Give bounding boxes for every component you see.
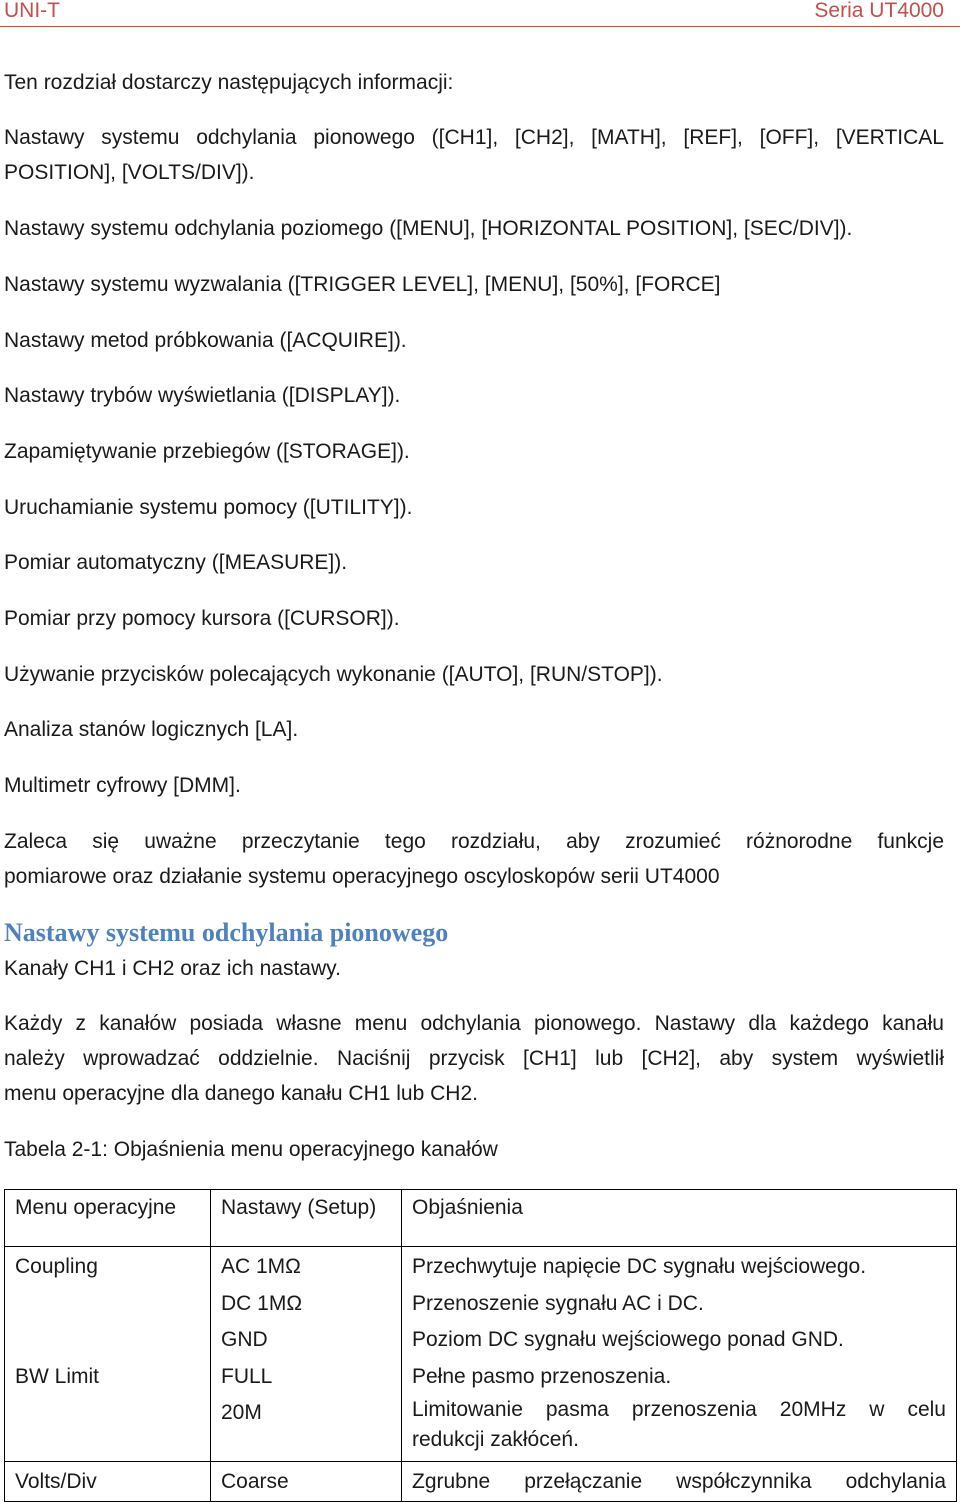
bw-menu-cell [5, 1359, 211, 1462]
volts-note: Zgrubne przełączanie współczynnika odchylania [412, 1470, 946, 1493]
volts-menu-cell [5, 1462, 211, 1502]
page-header [0, 0, 960, 27]
header-notes: Objaśnienia [402, 1190, 957, 1247]
bw-setup-cell [211, 1359, 402, 1462]
list-item-acquire: Nastawy metod próbkowania ([ACQUIRE]). [4, 329, 407, 352]
table-row-bw-limit [5, 1359, 957, 1462]
table-row-volts-div [5, 1462, 957, 1502]
table-caption: Tabela 2-1: Objaśnienia menu operacyjnego kanałów [4, 1138, 498, 1161]
list-item-cursor: Pomiar przy pomocy kursora ([CURSOR]). [4, 607, 400, 630]
bw-note-full: Pełne pasmo przenoszenia. [412, 1364, 672, 1388]
coupling-setup-ac: AC 1MΩ [221, 1255, 301, 1278]
coupling-setup-cell [211, 1247, 402, 1359]
volts-setup: Coarse [221, 1470, 289, 1493]
recommend-text: Zaleca się uważne przeczytanie tego rozdziału, aby zrozumieć różnorodne funkcje [4, 830, 944, 853]
coupling-note-dc: Przenoszenie sygnału AC i DC. [412, 1291, 704, 1315]
list-item-la: Analiza stanów logicznych [LA]. [4, 718, 299, 741]
list-item-measure: Pomiar automatyczny ([MEASURE]). [4, 551, 348, 574]
bw-note-20m-cont: redukcji zakłóceń. [412, 1428, 579, 1451]
channels-paragraph-line3: menu operacyjne dla danego kanału CH1 lub CH2. [4, 1082, 478, 1105]
table-row-coupling [5, 1247, 957, 1359]
bw-menu: BW Limit [15, 1364, 99, 1388]
list-item-trigger: Nastawy systemu wyzwalania ([TRIGGER LEVEL], [MENU], [50%], [FORCE] [4, 273, 721, 296]
list-item-dmm: Multimetr cyfrowy [DMM]. [4, 774, 241, 797]
header-menu: Menu operacyjne [5, 1190, 211, 1247]
bw-notes-cell [402, 1359, 957, 1462]
list-item-vertical: Nastawy systemu odchylania pionowego ([CH1], [CH2], [MATH], [REF], [OFF], [VERTICAL [4, 126, 944, 149]
coupling-note-gnd: Poziom DC sygnału wejściowego ponad GND. [412, 1328, 844, 1351]
list-item-utility: Uruchamianie systemu pomocy ([UTILITY]). [4, 496, 413, 519]
bw-setup-20m: 20M [221, 1401, 262, 1424]
recommend-text-cont: pomiarowe oraz działanie systemu operacyjnego oscyloskopów serii UT4000 [4, 865, 720, 888]
header-setup: Nastawy (Setup) [211, 1190, 402, 1247]
coupling-setup-gnd: GND [221, 1328, 268, 1351]
coupling-notes-cell [402, 1247, 957, 1359]
series-label: Seria UT4000 [814, 0, 944, 22]
coupling-menu-cell [5, 1247, 211, 1359]
volts-setup-cell [211, 1462, 402, 1502]
list-item-auto: Używanie przycisków polecających wykonanie ([AUTO], [RUN/STOP]). [4, 663, 663, 686]
table-header-row [5, 1190, 957, 1247]
intro-text: Ten rozdział dostarczy następujących informacji: [4, 71, 454, 94]
channels-text: Kanały CH1 i CH2 oraz ich nastawy. [4, 957, 341, 980]
list-item-display: Nastawy trybów wyświetlania ([DISPLAY]). [4, 384, 401, 407]
list-item-storage: Zapamiętywanie przebiegów ([STORAGE]). [4, 440, 410, 463]
channels-paragraph-line1: Każdy z kanałów posiada własne menu odchylania pionowego. Nastawy dla każdego kanału [4, 1012, 944, 1035]
bw-setup-full: FULL [221, 1364, 273, 1388]
bw-note-20m: Limitowanie pasma przenoszenia 20MHz w celu [412, 1398, 946, 1421]
channel-menu-table [4, 1189, 957, 1502]
list-item-vertical-cont: POSITION], [VOLTS/DIV]). [4, 161, 255, 184]
section-heading: Nastawy systemu odchylania pionowego [4, 918, 449, 947]
list-item-horizontal: Nastawy systemu odchylania poziomego ([MENU], [HORIZONTAL POSITION], [SEC/DIV]). [4, 217, 853, 240]
brand-label: UNI-T [4, 0, 60, 22]
coupling-menu: Coupling [15, 1255, 98, 1278]
coupling-setup-dc: DC 1MΩ [221, 1291, 303, 1315]
volts-notes-cell [402, 1462, 957, 1502]
coupling-note-ac: Przechwytuje napięcie DC sygnału wejściowego. [412, 1255, 867, 1278]
channels-paragraph-line2: należy wprowadzać oddzielnie. Naciśnij przycisk [CH1] lub [CH2], aby system wyświetlił [4, 1047, 944, 1070]
volts-menu: Volts/Div [15, 1470, 97, 1493]
